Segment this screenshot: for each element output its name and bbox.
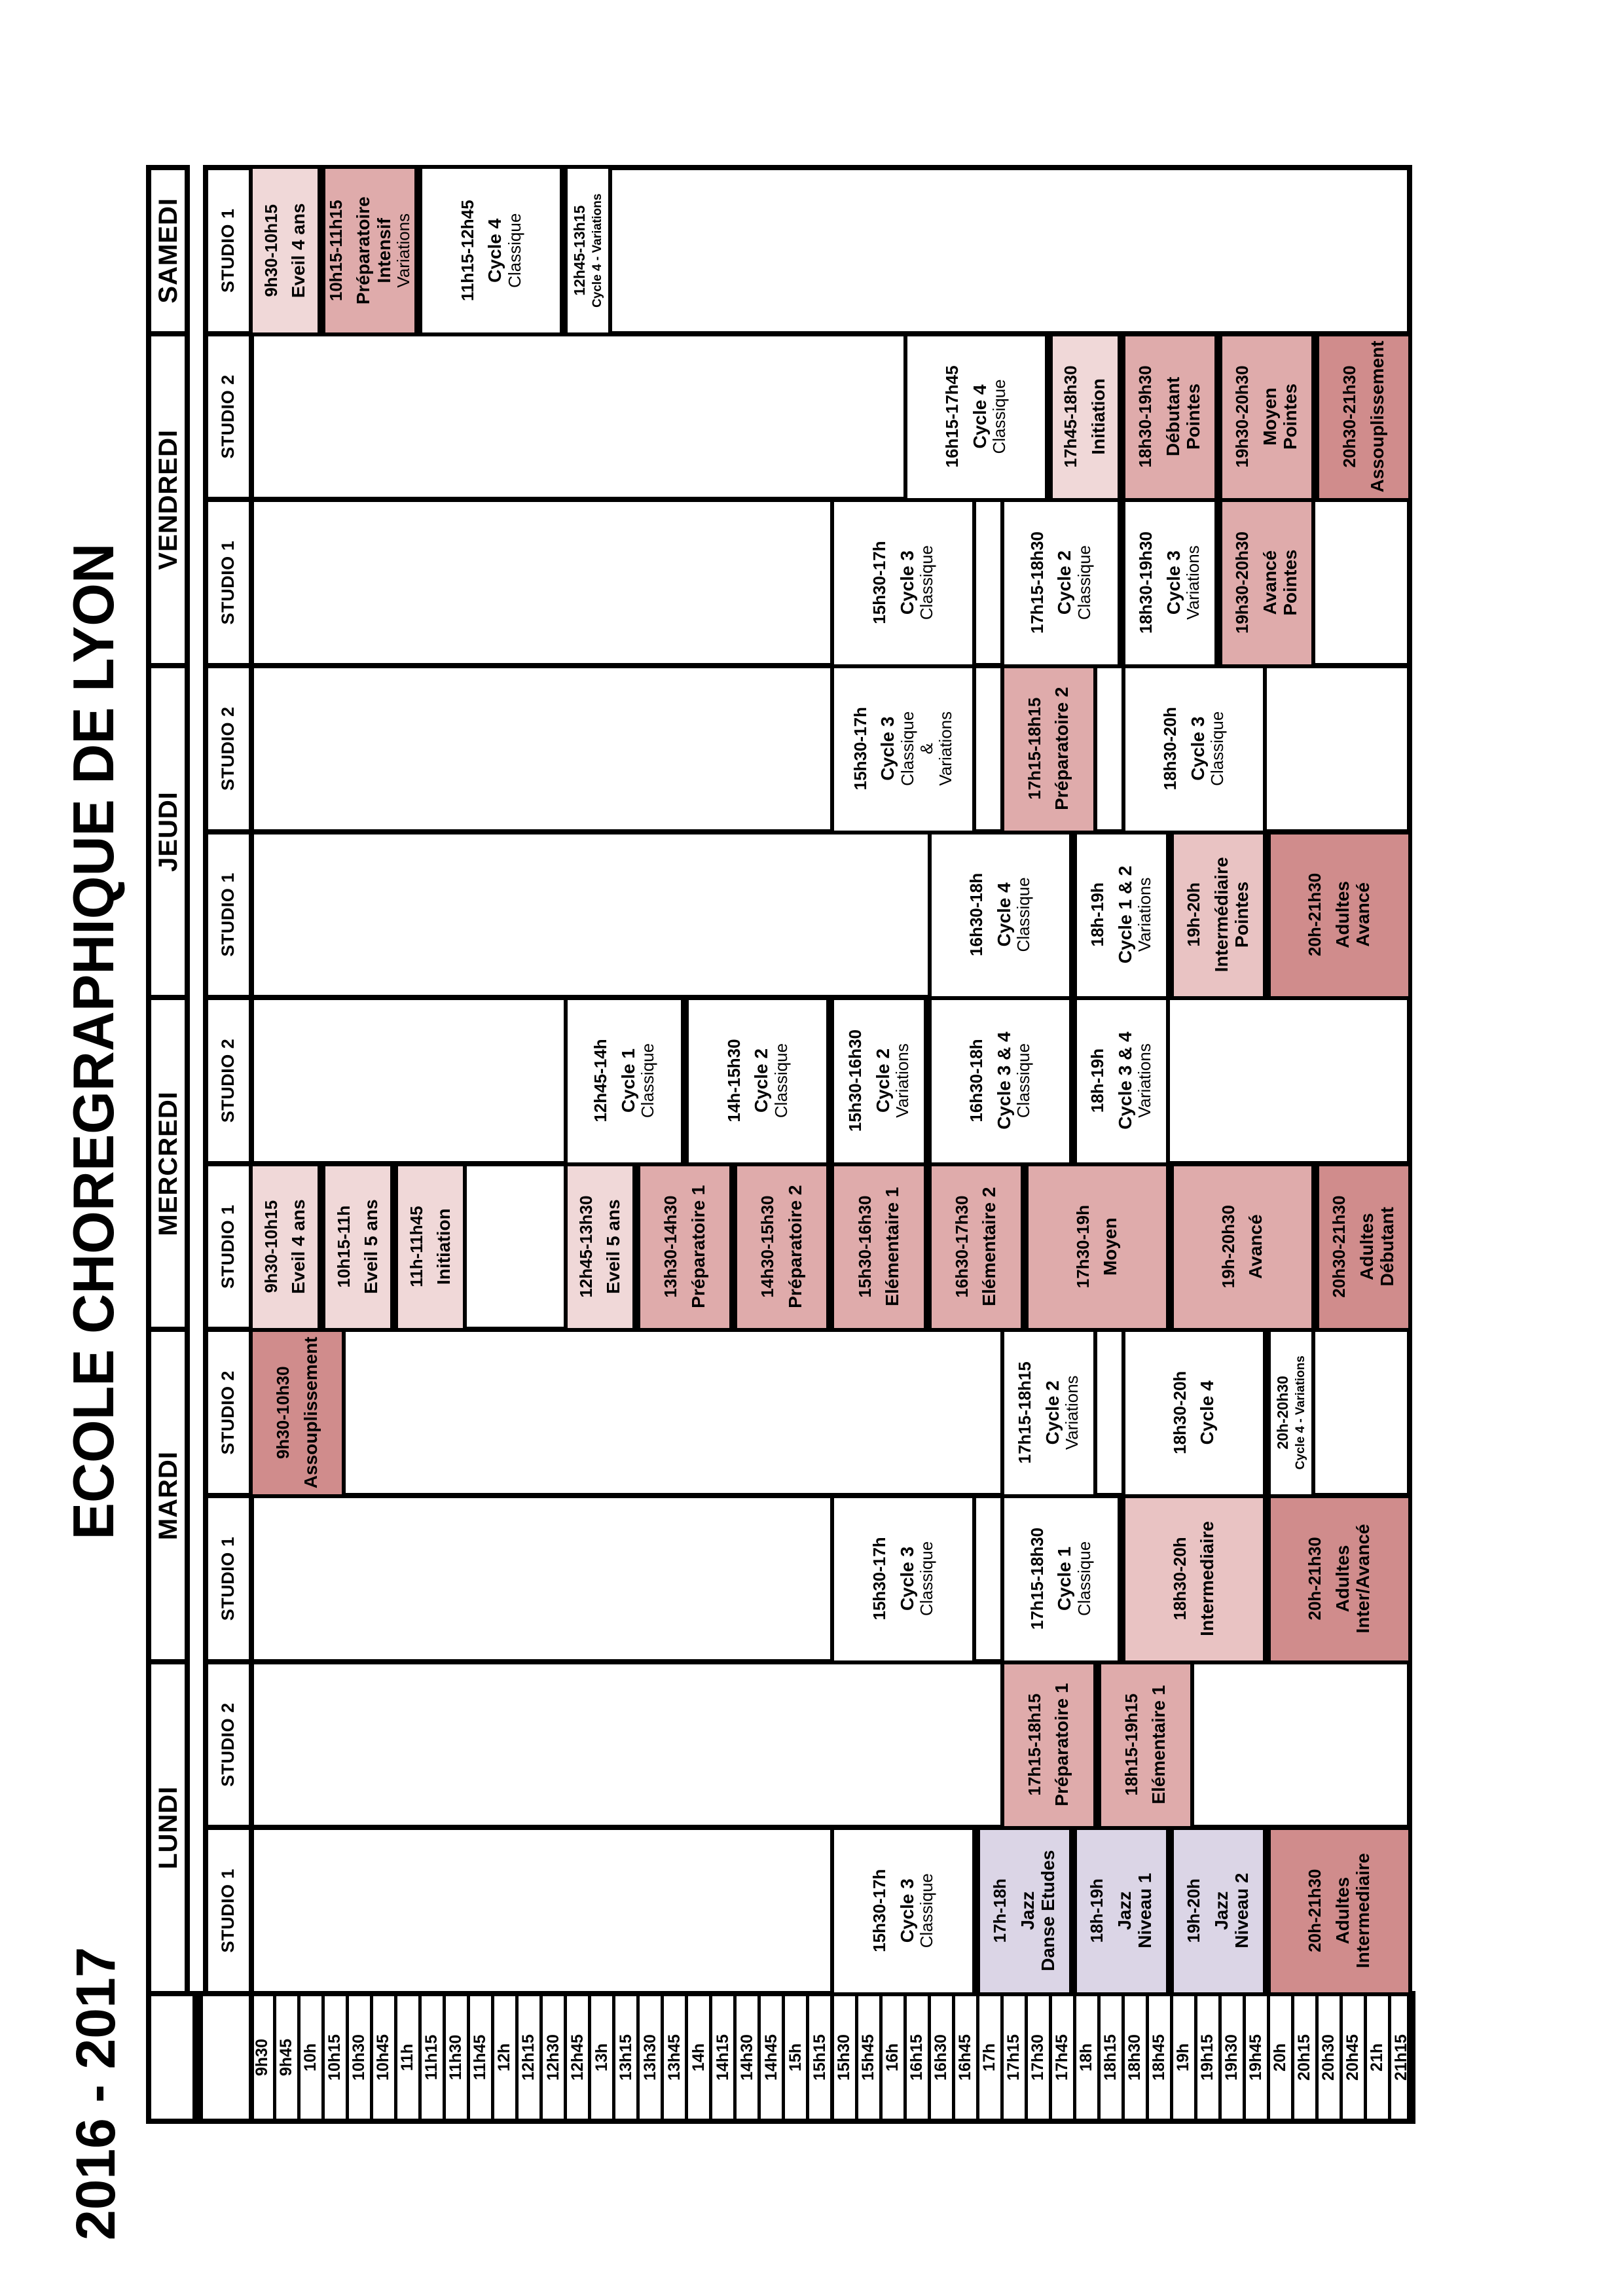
studio-header-mercredi-studio-1 [203, 1161, 254, 1333]
time-cell-14h45: 14h45 [757, 1991, 785, 2124]
class-name: Assouplissement [300, 1336, 321, 1489]
class-time: 19h30-20h30 [1232, 365, 1252, 468]
time-cell-15h30: 15h30 [831, 1991, 858, 2124]
time-cell-20h: 20h [1267, 1991, 1294, 2124]
class-time: 17h15-18h30 [1027, 531, 1047, 634]
class-time: 18h15-19h15 [1121, 1693, 1141, 1796]
class-name: Jazz [1211, 1891, 1231, 1930]
class-name: Adultes [1356, 1213, 1377, 1280]
class-time: 15h30-17h [850, 707, 870, 791]
day-header-label-jeudi: JEUDI [153, 791, 183, 872]
class-block-vendredi-studio-2-18h30-19h30 [1122, 331, 1218, 503]
class-block-mercredi-studio-1-11h-11h45 [394, 1161, 467, 1333]
class-time: 12h45-14h [591, 1039, 611, 1122]
class-block-vendredi-studio-1-18h30-19h30 [1122, 497, 1218, 668]
class-subtitle: Variations [936, 711, 956, 786]
time-cell-13h15: 13h15 [612, 1991, 640, 2124]
time-cell-14h30: 14h30 [733, 1991, 761, 2124]
day-header-label-vendredi: VENDREDI [153, 429, 183, 570]
class-block-vendredi-studio-1-17h15-18h30 [1000, 497, 1122, 668]
studio-header-label: STUDIO 2 [218, 374, 238, 459]
class-name: Adultes [1332, 881, 1353, 948]
class-name: Intensif [373, 218, 394, 283]
class-subtitle: & [916, 743, 936, 755]
class-name: Cycle 3 [877, 716, 898, 781]
studio-header-label: STUDIO 1 [218, 1536, 238, 1621]
class-block-mardi-studio-2-20h-20h30 [1267, 1327, 1315, 1498]
class-name: Adultes [1332, 1545, 1353, 1613]
class-name: Cycle 3 [896, 1546, 917, 1611]
time-axis-corner-cell [198, 1991, 254, 2124]
time-cell-10h15: 10h15 [321, 1991, 349, 2124]
class-subtitle: Classique [989, 379, 1010, 454]
class-block-jeudi-studio-2-15h30-17h [830, 663, 976, 834]
class-time: 15h30-17h [869, 1869, 889, 1952]
class-name: Elémentaire 1 [1148, 1685, 1169, 1804]
class-name: Cycle 4 [1197, 1380, 1218, 1445]
class-block-mercredi-studio-1-17h30-19h [1025, 1161, 1170, 1333]
day-header-lundi [146, 1659, 190, 1996]
time-cell-11h15: 11h15 [418, 1991, 446, 2124]
class-time: 17h15-18h30 [1027, 1527, 1047, 1630]
class-time: 20h-20h30 [1273, 1376, 1291, 1450]
class-subtitle: Classique [897, 711, 917, 786]
class-name: Initiation [433, 1208, 454, 1285]
time-cell-10h45: 10h45 [370, 1991, 397, 2124]
time-cell-11h30: 11h30 [443, 1991, 470, 2124]
time-cell-15h45: 15h45 [855, 1991, 883, 2124]
class-name: Cycle 4 [993, 882, 1014, 947]
studio-header-jeudi-studio-1 [203, 829, 254, 1001]
class-time: 15h30-16h30 [845, 1029, 865, 1132]
time-cell-15h15: 15h15 [806, 1991, 833, 2124]
studio-header-label: STUDIO 1 [218, 540, 238, 625]
class-block-jeudi-studio-1-20h-21h30 [1267, 829, 1412, 1001]
class-time: 15h30-17h [869, 541, 889, 624]
time-cell-13h30: 13h30 [636, 1991, 664, 2124]
time-cell-16h45: 16h45 [952, 1991, 979, 2124]
class-block-samedi-studio-1-11h15-12h45 [418, 165, 564, 336]
class-subtitle: Variations [1183, 545, 1203, 620]
time-cell-18h15: 18h15 [1097, 1991, 1125, 2124]
class-subtitle: Classique [504, 213, 524, 288]
time-cell-19h30: 19h30 [1218, 1991, 1246, 2124]
class-name: Cycle 2 [751, 1048, 772, 1113]
class-name: Avancé [1353, 882, 1374, 947]
class-block-samedi-studio-1-9h30-10h15 [249, 165, 321, 336]
studio-header-label: STUDIO 2 [218, 1371, 238, 1455]
class-time: 16h30-18h [966, 1039, 987, 1122]
class-block-vendredi-studio-2-17h45-18h30 [1049, 331, 1122, 503]
class-time: 14h-15h30 [723, 1039, 744, 1122]
class-name: Cycle 2 [1054, 550, 1075, 615]
time-cell-9h45: 9h45 [273, 1991, 301, 2124]
class-time: 17h15-18h15 [1024, 1693, 1044, 1796]
studio-header-samedi-studio-1 [203, 165, 254, 336]
class-time: 9h30-10h30 [273, 1366, 293, 1460]
class-time: 17h-18h [989, 1878, 1010, 1943]
time-cell-20h30: 20h30 [1315, 1991, 1343, 2124]
studio-header-lundi-studio-2 [203, 1659, 254, 1831]
class-name: Eveil 4 ans [288, 1199, 309, 1295]
class-name: Préparatoire 1 [687, 1185, 708, 1308]
class-name: Jazz [1017, 1891, 1038, 1930]
class-name: Cycle 3 [1163, 550, 1184, 615]
class-name: Avancé [1245, 1214, 1266, 1279]
class-time: 17h15-18h15 [1024, 697, 1044, 800]
class-time: 12h45-13h15 [571, 205, 588, 296]
day-header-vendredi [146, 331, 190, 668]
class-time: 20h-21h30 [1305, 872, 1325, 956]
time-cell-16h30: 16h30 [928, 1991, 955, 2124]
class-block-mardi-studio-1-17h15-18h30 [1000, 1493, 1122, 1664]
time-cell-16h15: 16h15 [903, 1991, 931, 2124]
class-name: Pointes [1231, 881, 1252, 948]
class-time: 11h15-12h45 [457, 200, 477, 302]
class-name: Préparatoire 2 [1051, 687, 1072, 810]
day-header-jeudi [146, 663, 190, 1000]
class-time: 20h-21h30 [1305, 1537, 1325, 1621]
class-time: 11h-11h45 [406, 1206, 426, 1287]
class-time: 19h-20h30 [1218, 1205, 1238, 1289]
class-block-vendredi-studio-2-20h30-21h30 [1315, 331, 1412, 503]
class-name: Intermédiaire [1211, 857, 1231, 973]
class-name: Cycle 3 [1187, 716, 1208, 781]
class-block-vendredi-studio-2-16h15-17h45 [903, 331, 1049, 503]
time-cell-14h: 14h [685, 1991, 712, 2124]
class-block-lundi-studio-1-20h-21h30 [1267, 1825, 1412, 1996]
class-name: Assouplissement [1366, 340, 1387, 493]
time-cell-13h: 13h [588, 1991, 615, 2124]
time-cell-17h15: 17h15 [1000, 1991, 1028, 2124]
time-cell-11h: 11h [394, 1991, 422, 2124]
class-name: Débutant [1377, 1206, 1398, 1287]
class-name: Cycle 4 [484, 218, 505, 283]
class-block-mercredi-studio-1-16h30-17h30 [928, 1161, 1025, 1333]
class-block-mercredi-studio-2-16h30-18h [928, 995, 1073, 1166]
time-cell-18h45: 18h45 [1146, 1991, 1173, 2124]
class-time: 18h30-20h [1169, 1371, 1190, 1454]
day-header-label-mercredi: MERCREDI [153, 1091, 183, 1236]
class-name: Eveil 5 ans [603, 1199, 624, 1295]
time-cell-12h30: 12h30 [539, 1991, 567, 2124]
class-block-mercredi-studio-1-10h15-11h [321, 1161, 394, 1333]
time-cell-12h45: 12h45 [564, 1991, 591, 2124]
day-header-samedi [146, 165, 190, 336]
class-name: Cycle 3 & 4 [1114, 1031, 1135, 1130]
time-cell-20h15: 20h15 [1291, 1991, 1319, 2124]
class-subtitle: Variations [892, 1043, 912, 1118]
school-year: 2016 - 2017 [65, 1946, 126, 2240]
time-cell-16h: 16h [879, 1991, 907, 2124]
class-name: Eveil 4 ans [288, 203, 309, 298]
class-block-mercredi-studio-2-18h-19h [1073, 995, 1170, 1166]
class-subtitle: Classique [1207, 711, 1228, 786]
class-name: Cycle 4 - Variations [1293, 1355, 1307, 1470]
class-time: 20h30-21h30 [1339, 365, 1359, 468]
class-time: 18h30-19h30 [1135, 365, 1156, 468]
time-cell-19h: 19h [1170, 1991, 1197, 2124]
class-name: Jazz [1114, 1891, 1135, 1930]
page-title: ECOLE CHOREGRAPHIQUE DE LYON [61, 543, 126, 1540]
day-header-label-samedi: SAMEDI [153, 198, 183, 304]
time-cell-21h15: 21h15 [1388, 1991, 1415, 2124]
class-subtitle: Classique [1074, 1541, 1094, 1617]
time-cell-13h45: 13h45 [661, 1991, 688, 2124]
day-header-mercredi [146, 995, 190, 1332]
time-cell-9h30: 9h30 [249, 1991, 276, 2124]
studio-header-label: STUDIO 2 [218, 1702, 238, 1787]
class-block-jeudi-studio-1-16h30-18h [928, 829, 1073, 1001]
class-name: Pointes [1183, 383, 1204, 450]
class-time: 17h15-18h15 [1015, 1361, 1035, 1464]
class-time: 17h45-18h30 [1061, 365, 1081, 468]
class-block-mercredi-studio-1-13h30-14h30 [636, 1161, 733, 1333]
class-block-jeudi-studio-1-18h-19h [1073, 829, 1170, 1001]
class-block-lundi-studio-1-15h30-17h [830, 1825, 976, 1996]
class-name: Cycle 1 & 2 [1114, 865, 1135, 964]
class-name: Intermediaire [1197, 1521, 1218, 1636]
class-time: 19h-20h [1184, 882, 1204, 947]
class-block-mercredi-studio-2-12h45-14h [564, 995, 685, 1166]
class-block-samedi-studio-1-10h15-11h15 [321, 165, 418, 336]
class-block-lundi-studio-1-18h-19h [1073, 1825, 1170, 1996]
time-cell-10h30: 10h30 [346, 1991, 373, 2124]
studio-header-vendredi-studio-1 [203, 497, 254, 668]
class-name: Elémentaire 1 [882, 1187, 903, 1306]
class-name: Préparatoire 2 [785, 1185, 806, 1308]
studio-header-label: STUDIO 1 [218, 1868, 238, 1953]
class-time: 18h-19h [1087, 1878, 1107, 1943]
class-block-lundi-studio-1-19h-20h [1170, 1825, 1267, 1996]
class-subtitle: Classique [638, 1043, 658, 1119]
class-time: 15h30-16h30 [854, 1195, 875, 1298]
class-subtitle: Classique [1074, 545, 1094, 620]
class-name: Cycle 4 [969, 384, 990, 449]
class-block-vendredi-studio-2-19h30-20h30 [1218, 331, 1315, 503]
class-subtitle: Variations [1062, 1375, 1082, 1450]
class-subtitle: Classique [771, 1043, 791, 1119]
studio-header-lundi-studio-1 [203, 1825, 254, 1996]
class-subtitle: Classique [1013, 1043, 1034, 1119]
time-cell-20h45: 20h45 [1340, 1991, 1367, 2124]
class-block-mercredi-studio-2-15h30-16h30 [830, 995, 927, 1166]
class-block-mardi-studio-1-18h30-20h [1122, 1493, 1267, 1664]
class-name: Cycle 3 & 4 [993, 1031, 1014, 1130]
class-time: 15h30-17h [869, 1537, 889, 1621]
class-subtitle: Variations [1135, 1043, 1155, 1118]
time-cell-19h45: 19h45 [1243, 1991, 1270, 2124]
class-time: 9h30-10h15 [261, 1200, 281, 1293]
class-name: Moyen [1259, 387, 1280, 446]
class-block-mardi-studio-1-15h30-17h [830, 1493, 976, 1664]
class-block-mardi-studio-2-17h15-18h15 [1000, 1327, 1097, 1498]
class-name: Cycle 4 - Variations [591, 193, 605, 308]
studio-header-mardi-studio-2 [203, 1327, 254, 1498]
studio-header-label: STUDIO 1 [218, 872, 238, 957]
class-subtitle: Classique [916, 1873, 936, 1948]
class-block-vendredi-studio-1-15h30-17h [830, 497, 976, 668]
class-block-mercredi-studio-1-12h45-13h30 [564, 1161, 636, 1333]
class-block-mercredi-studio-1-20h30-21h30 [1315, 1161, 1412, 1333]
band-lundi-studio-2 [249, 1659, 1412, 1831]
class-name: Eveil 5 ans [361, 1199, 382, 1295]
studio-header-label: STUDIO 2 [218, 706, 238, 791]
class-subtitle: Classique [916, 545, 936, 620]
class-time: 10h15-11h15 [325, 200, 346, 302]
time-cell-10h: 10h [297, 1991, 325, 2124]
studio-header-mercredi-studio-2 [203, 995, 254, 1166]
day-header-label-lundi: LUNDI [153, 1785, 183, 1869]
studio-header-label: STUDIO 1 [218, 1204, 238, 1289]
class-name: Pointes [1280, 383, 1301, 450]
class-block-lundi-studio-1-17h-18h [976, 1825, 1073, 1996]
class-time: 20h30-21h30 [1329, 1195, 1349, 1298]
class-block-mercredi-studio-1-15h30-16h30 [830, 1161, 927, 1333]
class-name: Intermediaire [1353, 1853, 1374, 1969]
class-time: 19h-20h [1184, 1878, 1204, 1943]
class-time: 18h-19h [1087, 882, 1108, 947]
class-name: Débutant [1162, 376, 1183, 457]
class-name: Cycle 2 [1042, 1380, 1063, 1445]
class-subtitle: Classique [1013, 877, 1034, 952]
class-block-mercredi-studio-1-9h30-10h15 [249, 1161, 321, 1333]
time-cell-11h45: 11h45 [467, 1991, 494, 2124]
class-name: Avancé [1259, 550, 1280, 615]
class-time: 18h30-19h30 [1136, 531, 1156, 634]
studio-header-label: STUDIO 2 [218, 1038, 238, 1123]
class-block-jeudi-studio-2-18h30-20h [1122, 663, 1267, 834]
class-block-jeudi-studio-2-17h15-18h15 [1000, 663, 1097, 834]
class-time: 19h30-20h30 [1232, 531, 1252, 634]
class-time: 18h30-20h [1169, 1537, 1190, 1621]
class-block-mercredi-studio-2-14h-15h30 [685, 995, 830, 1166]
class-name: Pointes [1280, 549, 1301, 616]
class-time: 18h30-20h [1160, 707, 1180, 791]
class-name: Cycle 1 [1054, 1546, 1075, 1611]
class-name: Cycle 3 [896, 1878, 917, 1943]
class-name: Préparatoire [353, 196, 374, 305]
day-header-mardi [146, 1327, 190, 1664]
time-cell-17h45: 17h45 [1049, 1991, 1076, 2124]
class-block-vendredi-studio-1-19h30-20h30 [1218, 497, 1315, 668]
class-time: 14h30-15h30 [757, 1195, 778, 1298]
class-name: Elémentaire 2 [979, 1187, 1000, 1306]
time-cell-18h30: 18h30 [1122, 1991, 1149, 2124]
class-subtitle: Variations [1135, 877, 1155, 952]
class-name: Inter/Avancé [1353, 1524, 1374, 1634]
class-block-mercredi-studio-1-14h30-15h30 [733, 1161, 830, 1333]
time-cell-12h: 12h [491, 1991, 519, 2124]
class-name: Préparatoire 1 [1051, 1683, 1072, 1806]
class-name: Cycle 1 [617, 1048, 638, 1113]
studio-header-mardi-studio-1 [203, 1493, 254, 1664]
class-name: Niveau 1 [1135, 1873, 1156, 1948]
class-time: 17h30-19h [1072, 1205, 1093, 1289]
class-block-lundi-studio-2-18h15-19h15 [1097, 1659, 1194, 1831]
time-cell-18h: 18h [1073, 1991, 1101, 2124]
class-block-mercredi-studio-1-19h-20h30 [1170, 1161, 1315, 1333]
class-time: 18h-19h [1087, 1048, 1108, 1113]
class-name: Adultes [1332, 1876, 1353, 1945]
class-subtitle: Variations [393, 213, 414, 288]
time-cell-15h: 15h [782, 1991, 809, 2124]
class-block-mardi-studio-2-18h30-20h [1122, 1327, 1267, 1498]
class-name: Niveau 2 [1231, 1873, 1252, 1948]
class-time: 20h-21h30 [1305, 1869, 1325, 1952]
time-cell-21h: 21h [1364, 1991, 1391, 2124]
class-subtitle: Classique [916, 1541, 936, 1617]
class-name: Initiation [1087, 378, 1108, 455]
class-name: Moyen [1100, 1217, 1121, 1276]
class-block-jeudi-studio-1-19h-20h [1170, 829, 1267, 1001]
class-time: 16h15-17h45 [942, 365, 962, 468]
class-time: 16h30-17h30 [951, 1195, 972, 1298]
class-block-mardi-studio-2-9h30-10h30 [249, 1327, 346, 1498]
time-cell-19h15: 19h15 [1194, 1991, 1222, 2124]
time-cell-17h: 17h [976, 1991, 1004, 2124]
class-time: 10h15-11h [333, 1205, 354, 1288]
studio-header-jeudi-studio-2 [203, 663, 254, 834]
class-time: 16h30-18h [966, 872, 987, 956]
class-time: 12h45-13h30 [575, 1195, 596, 1298]
time-cell-14h15: 14h15 [709, 1991, 737, 2124]
time-axis-corner-cell [146, 1991, 198, 2124]
class-name: Cycle 2 [872, 1048, 893, 1113]
day-header-label-mardi: MARDI [153, 1451, 183, 1541]
time-cell-17h30: 17h30 [1025, 1991, 1052, 2124]
class-time: 9h30-10h15 [261, 204, 281, 297]
class-time: 13h30-14h30 [661, 1195, 681, 1298]
class-block-lundi-studio-2-17h15-18h15 [1000, 1659, 1097, 1831]
class-block-mardi-studio-1-20h-21h30 [1267, 1493, 1412, 1664]
studio-header-vendredi-studio-2 [203, 331, 254, 503]
class-name: Danse Etudes [1037, 1850, 1058, 1971]
class-name: Cycle 3 [896, 550, 917, 615]
class-block-samedi-studio-1-12h45-13h15 [564, 165, 612, 336]
studio-header-label: STUDIO 1 [218, 208, 238, 293]
time-cell-12h15: 12h15 [515, 1991, 543, 2124]
